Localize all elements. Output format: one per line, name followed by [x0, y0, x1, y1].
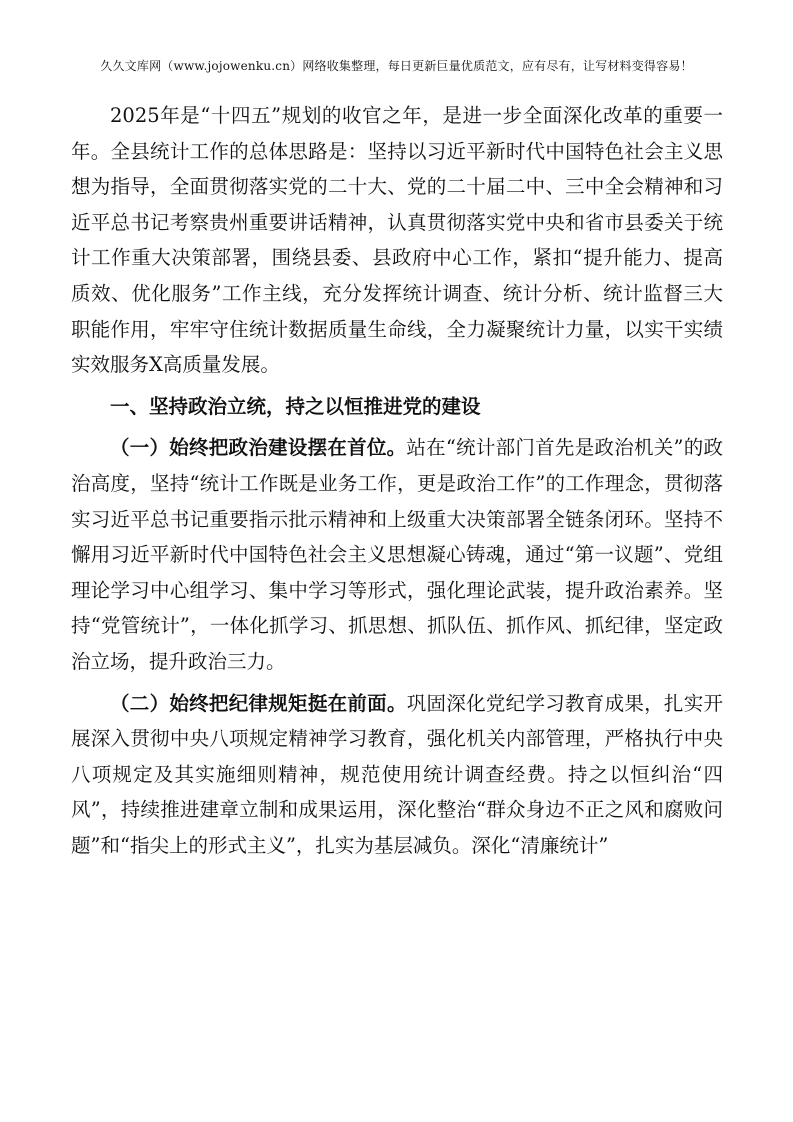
- subsection-paragraph-2: [71, 686, 723, 864]
- subsection-body-1: 站在“统计部门首先是政治机关”的政治高度，坚持“统计工作既是业务工作，更是政治工作”的工作理念，贯彻落实习近平总书记重要指示批示精神和上级重大决策部署全链条闭环。坚持不懈用习近平新时代中国特色社会主义思想凝心铸魂，通过“第一议题”、党组理论学习中心组学习、集中学习等形式，强化理论武装，提升政治素养。坚持“党管统计”，一体化抓学习、抓思想、抓队伍、抓作风、抓纪律，坚定政治立场，提升政治三力。: [71, 436, 723, 673]
- page-header: 久久文库网（www.jojowenku.cn）网络收集整理，每日更新巨量优质范文，应有尽有，让写材料变得容易！: [100, 59, 693, 73]
- document-body: [71, 98, 723, 869]
- subsection-body-2: 巩固深化党纪学习教育成果，扎实开展深入贯彻中央八项规定精神学习教育，强化机关内部管理，严格执行中央八项规定及其实施细则精神，规范使用统计调查经费。持之以恒纠治“四风”，持续推进建章立制和成果运用，深化整治“群众身边不正之风和腐败问题”和“指尖上的形式主义”，扎实为基层减负。深化“清廉统计”: [71, 691, 723, 857]
- subsection-lead-1: （一）始终把政治建设摆在首位。: [110, 436, 407, 460]
- section-heading-1: 一、坚持政治立统，持之以恒推进党的建设: [110, 394, 481, 418]
- subsection-lead-2: （二）始终把纪律规矩挺在前面。: [110, 691, 407, 715]
- intro-paragraph: 2025年是“十四五”规划的收官之年，是进一步全面深化改革的重要一年。全县统计工作的总体思路是：坚持以习近平新时代中国特色社会主义思想为指导，全面贯彻落实党的二十大、党的二十届二中、三中全会精神和习近平总书记考察贵州重要讲话精神，认真贯彻落实党中央和省市县委关于统计工作重大决策部署，围绕县委、县政府中心工作，紧扣“提升能力、提高质效、优化服务”工作主线，充分发挥统计调查、统计分析、统计监督三大职能作用，牢牢守住统计数据质量生命线，全力凝聚统计力量，以实干实绩实效服务X高质量发展。: [71, 104, 723, 377]
- subsection-paragraph-1: [71, 430, 723, 679]
